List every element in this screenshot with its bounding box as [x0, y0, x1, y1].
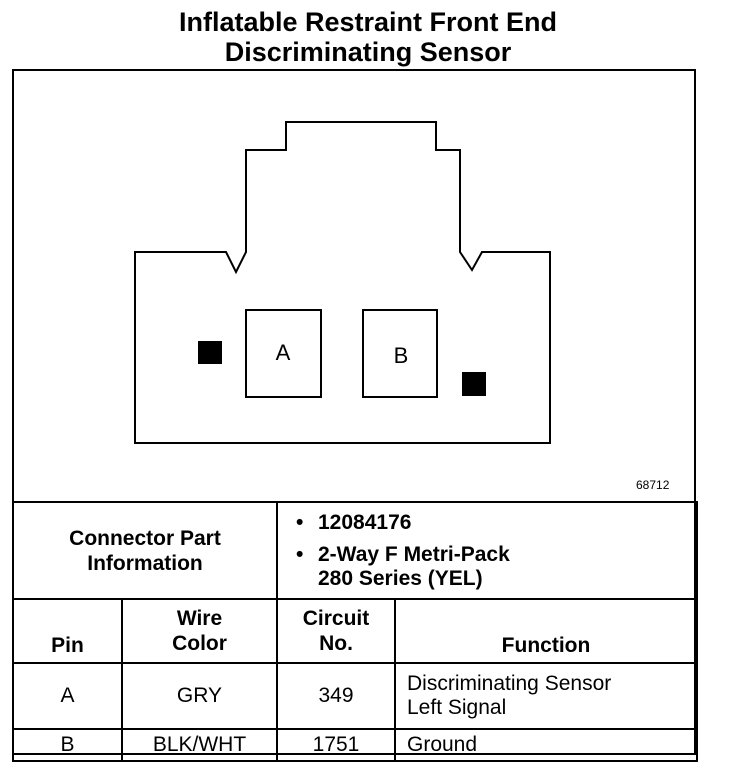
header-function-label: Function — [501, 634, 591, 657]
connector-type-item — [296, 542, 686, 591]
bullet-icon: • — [296, 542, 304, 566]
wire-color-cell: GRY — [122, 663, 277, 729]
locking-tab-left — [198, 341, 222, 364]
pin-cell: A — [13, 663, 122, 729]
connector-housing-outline — [135, 122, 550, 443]
part-number-item — [296, 510, 686, 535]
connector-part-label — [13, 502, 277, 599]
table-row — [13, 663, 697, 729]
connector-part-label-line2: Information — [87, 551, 203, 575]
diagram-title-line2: Discriminating Sensor — [224, 37, 512, 67]
header-circuit-line1: Circuit — [302, 607, 370, 630]
reference-code: 68712 — [636, 478, 670, 492]
connector-type-line2: 280 Series (YEL) — [318, 566, 483, 590]
function-cell — [395, 663, 697, 729]
circuit-cell: 349 — [277, 663, 395, 729]
connector-info-table — [12, 501, 698, 762]
connector-part-values — [277, 502, 697, 599]
header-row — [13, 599, 697, 663]
circuit-cell: 1751 — [277, 729, 395, 761]
header-pin-label: Pin — [51, 634, 84, 657]
header-wire-color-line2: Color — [172, 632, 227, 655]
connector-part-row — [13, 502, 697, 599]
header-wire-color-line1: Wire — [176, 607, 223, 630]
header-circuit-line2: No. — [319, 632, 353, 655]
bullet-icon: • — [296, 510, 304, 534]
header-wire-color — [122, 599, 277, 663]
connector-part-label-line1: Connector Part — [69, 526, 221, 550]
header-circuit — [277, 599, 395, 663]
pin-cell: B — [13, 729, 122, 761]
header-function — [395, 599, 697, 663]
function-line1: Discriminating Sensor — [407, 672, 612, 695]
part-number: 12084176 — [318, 510, 412, 534]
header-pin — [13, 599, 122, 663]
locking-tab-right — [462, 372, 486, 396]
connector-type-line1: 2-Way F Metri-Pack — [318, 542, 510, 566]
terminal-label-a: A — [275, 340, 291, 365]
terminal-label-b: B — [393, 343, 409, 368]
table-row — [13, 729, 697, 761]
function-cell: Ground — [395, 729, 697, 761]
function-line2: Left Signal — [407, 696, 507, 719]
wire-color-cell: BLK/WHT — [122, 729, 277, 761]
diagram-title-line1: Inflatable Restraint Front End — [178, 7, 558, 37]
